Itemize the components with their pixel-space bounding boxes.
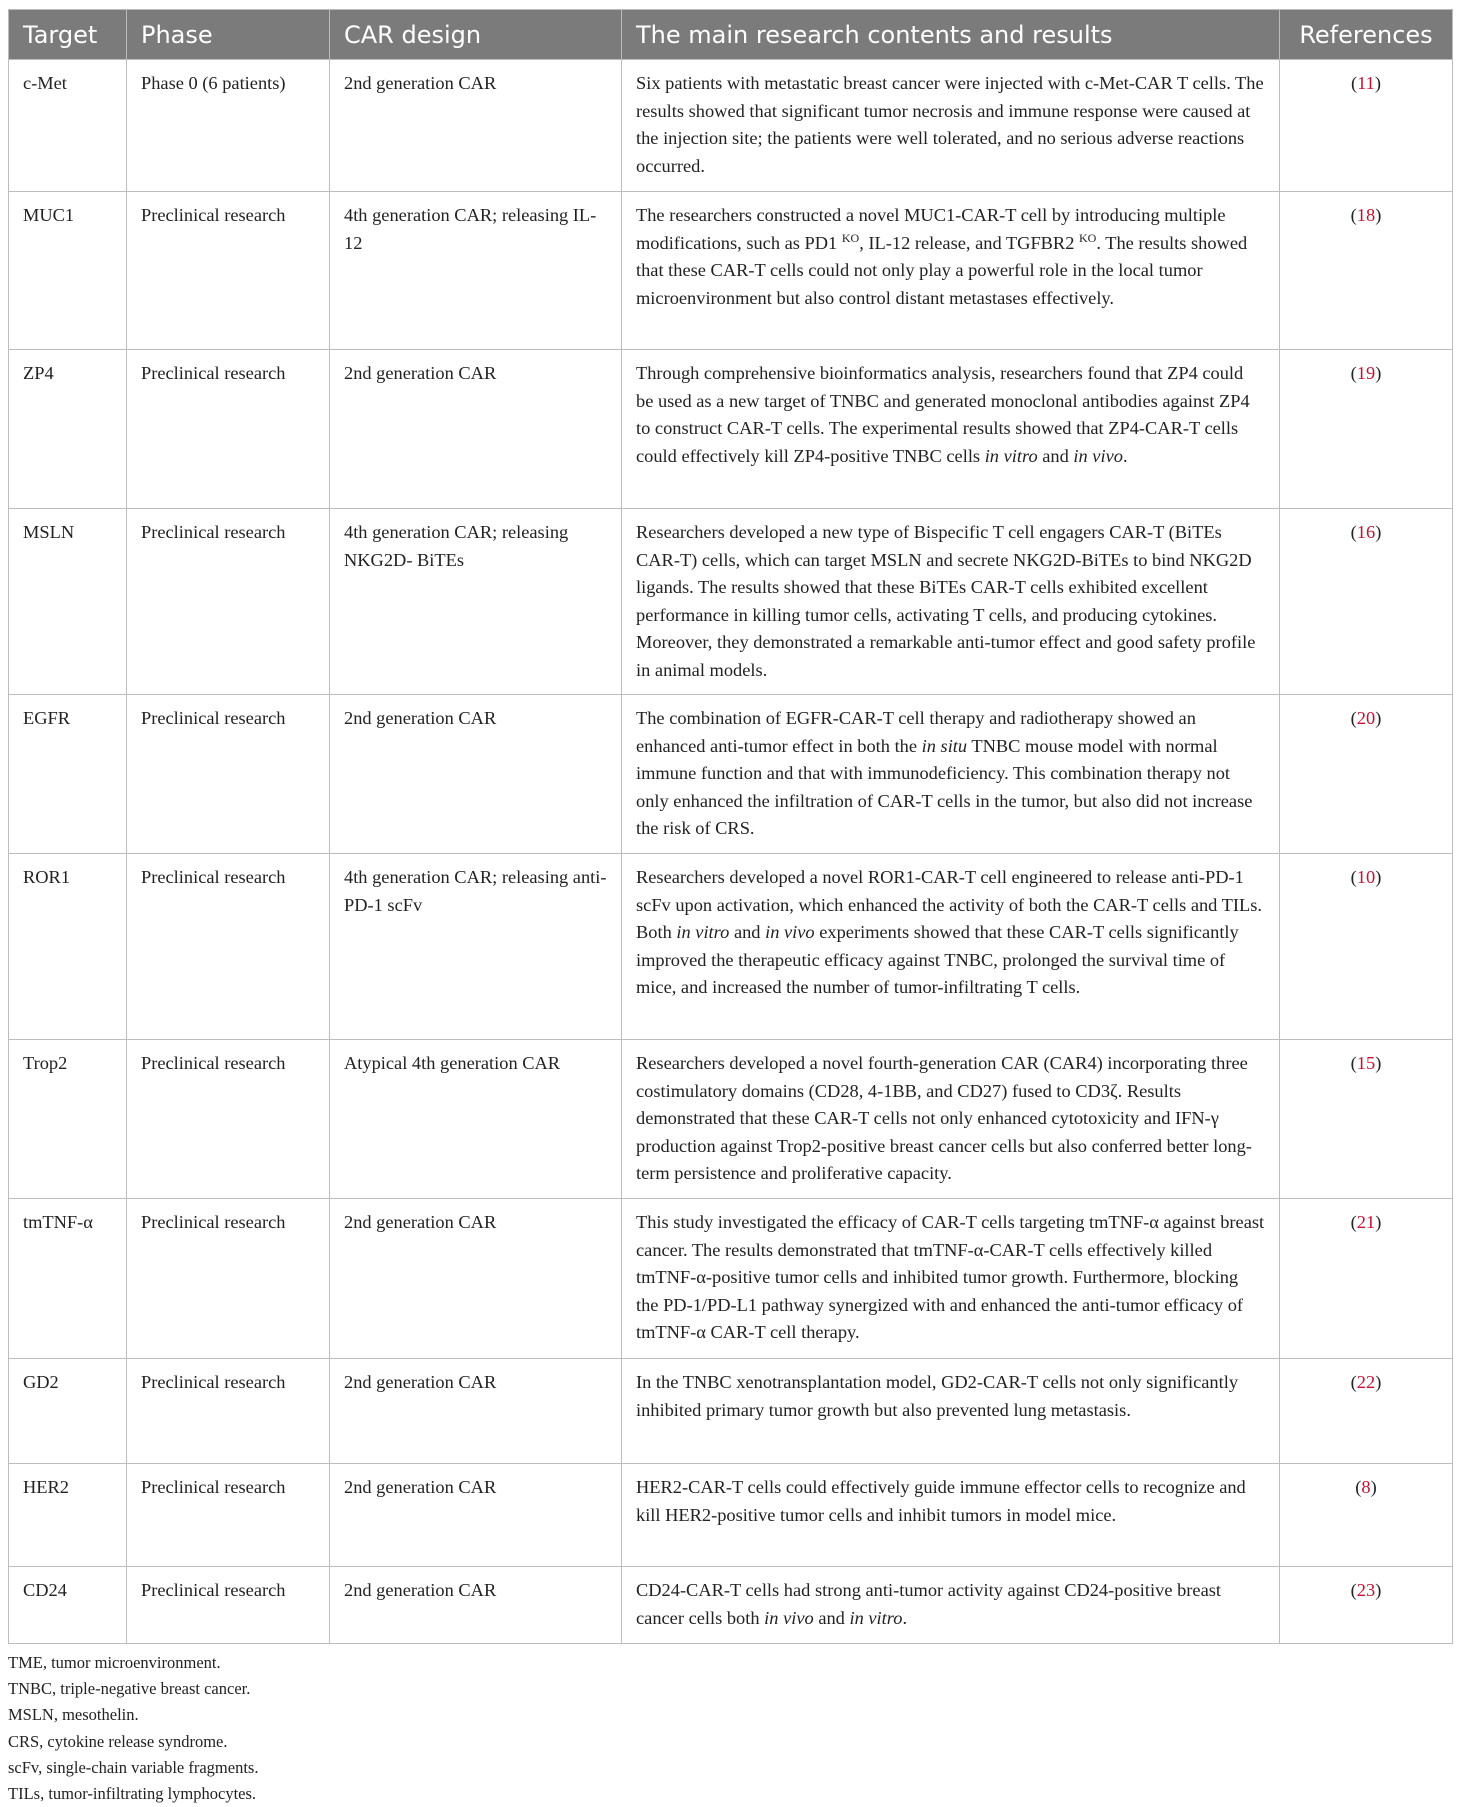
phase-cell: Preclinical research — [127, 1199, 330, 1359]
text-segment: , IL-12 release, and TGFBR2 — [859, 232, 1079, 253]
reference-cell: (16) — [1280, 509, 1453, 695]
text-segment: Researchers developed a new type of Bispecific T cell engagers CAR-T (BiTEs CAR-T) cells, which can target MSLN and secrete NKG2D-BiTEs to bind NKG2D ligands. The results showed that these BiTEs CAR-T cells exhibited excellent performance in killing tumor cells, activating T cells, and producing cytokines. Moreover, they demonstrated a remarkable anti-tumor effect and good safety profile in animal models. — [636, 522, 1256, 680]
reference-cell: (11) — [1280, 60, 1453, 192]
reference-cell: (15) — [1280, 1040, 1453, 1199]
car-design-cell: 2nd generation CAR — [330, 1359, 622, 1464]
phase-cell: Preclinical research — [127, 1464, 330, 1567]
table-header-row — [9, 10, 1453, 60]
target-cell: EGFR — [9, 695, 127, 854]
reference-cell: (10) — [1280, 854, 1453, 1040]
research-contents-cell — [622, 1199, 1280, 1359]
research-contents-cell — [622, 695, 1280, 854]
header-phase: Phase — [127, 10, 330, 60]
table-footnotes — [8, 1650, 258, 1807]
table-row — [9, 509, 1453, 695]
table-row — [9, 695, 1453, 854]
target-cell: c-Met — [9, 60, 127, 192]
header-references: References — [1280, 10, 1453, 60]
research-contents-cell — [622, 1567, 1280, 1644]
italic-text: in vitro — [984, 445, 1038, 466]
target-cell: ROR1 — [9, 854, 127, 1040]
target-cell: GD2 — [9, 1359, 127, 1464]
italic-text: in vivo — [765, 922, 815, 943]
text-segment: TNBC mouse model with normal immune function and that with immunodeficiency. This combination therapy not only enhanced the infiltration of CAR-T cells in the tumor, but also did not increase the risk of CRS. — [636, 735, 1253, 839]
car-design-cell: 4th generation CAR; releasing NKG2D- BiTEs — [330, 509, 622, 695]
phase-cell: Preclinical research — [127, 509, 330, 695]
text-segment: and — [1037, 445, 1074, 466]
text-segment: and — [729, 922, 766, 943]
reference-cell: (8) — [1280, 1464, 1453, 1567]
reference-link[interactable]: 22 — [1356, 1372, 1376, 1392]
reference-link[interactable]: 23 — [1356, 1580, 1376, 1600]
italic-text: in vitro — [676, 922, 730, 943]
phase-cell: Preclinical research — [127, 192, 330, 350]
phase-cell: Preclinical research — [127, 1040, 330, 1199]
research-contents-cell — [622, 509, 1280, 695]
footnote: scFv, single-chain variable fragments. — [8, 1757, 259, 1777]
reference-link[interactable]: 21 — [1356, 1212, 1376, 1232]
target-cell: MUC1 — [9, 192, 127, 350]
target-cell: tmTNF-α — [9, 1199, 127, 1359]
reference-link[interactable]: 18 — [1356, 205, 1376, 225]
text-segment: experiments showed that these CAR-T cells significantly improved the therapeutic efficacy against TNBC, prolonged the survival time of mice, and increased the number of tumor-infiltrating T cells. — [636, 922, 1239, 998]
table-row — [9, 192, 1453, 350]
superscript: KO — [841, 230, 860, 245]
target-cell: Trop2 — [9, 1040, 127, 1199]
research-contents-cell — [622, 192, 1280, 350]
text-segment: In the TNBC xenotransplantation model, GD2-CAR-T cells not only significantly inhibited primary tumor growth but also prevented lung metastasis. — [636, 1372, 1239, 1420]
table-row — [9, 60, 1453, 192]
italic-text: in vivo — [1073, 445, 1123, 466]
footnote: TNBC, triple-negative breast cancer. — [8, 1679, 251, 1699]
reference-link[interactable]: 10 — [1356, 867, 1376, 887]
footnote: MSLN, mesothelin. — [8, 1705, 139, 1725]
text-segment: . The results showed that these CAR-T cells could not only play a powerful role in the local tumor microenvironment but also control distant metastases effectively. — [636, 232, 1248, 308]
research-contents-cell — [622, 60, 1280, 192]
text-segment: The researchers constructed a novel MUC1-CAR-T cell by introducing multiple modifications, such as PD1 — [636, 205, 1226, 253]
reference-cell: (23) — [1280, 1567, 1453, 1644]
target-cell: CD24 — [9, 1567, 127, 1644]
text-segment: This study investigated the efficacy of CAR-T cells targeting tmTNF-α against breast cancer. The results demonstrated that tmTNF-α-CAR-T cells effectively killed tmTNF-α-positive tumor cells and inhibited tumor growth. Furthermore, blocking the PD-1/PD-L1 pathway synergized with and enhanced the anti-tumor efficacy of tmTNF-α CAR-T cell therapy. — [636, 1212, 1265, 1343]
text-segment: CD24-CAR-T cells had strong anti-tumor activity against CD24-positive breast cancer cells both — [636, 1580, 1221, 1628]
reference-link[interactable]: 16 — [1356, 522, 1376, 542]
research-contents-cell — [622, 1464, 1280, 1567]
car-design-cell: 2nd generation CAR — [330, 1199, 622, 1359]
text-segment: HER2-CAR-T cells could effectively guide immune effector cells to recognize and kill HER2-positive tumor cells and inhibit tumors in model mice. — [636, 1477, 1246, 1525]
table-row — [9, 1199, 1453, 1359]
text-segment: Six patients with metastatic breast cancer were injected with c-Met-CAR T cells. The results showed that significant tumor necrosis and immune response were caused at the injection site; the patients were well tolerated, and no serious adverse reactions occurred. — [636, 73, 1264, 176]
reference-cell: (20) — [1280, 695, 1453, 854]
research-contents-cell — [622, 1040, 1280, 1199]
phase-cell: Preclinical research — [127, 1359, 330, 1464]
car-design-cell: 2nd generation CAR — [330, 695, 622, 854]
italic-text: in vivo — [764, 1607, 814, 1628]
footnote: TILs, tumor-infiltrating lymphocytes. — [8, 1784, 257, 1804]
car-design-cell: 4th generation CAR; releasing anti-PD-1 scFv — [330, 854, 622, 1040]
car-design-cell: 2nd generation CAR — [330, 1567, 622, 1644]
reference-link[interactable]: 11 — [1357, 73, 1375, 93]
footnote: TME, tumor microenvironment. — [8, 1653, 221, 1672]
target-cell: HER2 — [9, 1464, 127, 1567]
header-car-design: CAR design — [330, 10, 622, 60]
reference-cell: (19) — [1280, 350, 1453, 509]
header-research-contents: The main research contents and results — [622, 10, 1280, 60]
text-segment: The combination of EGFR-CAR-T cell therapy and radiotherapy showed an enhanced anti-tumor effect in both the — [636, 708, 1196, 756]
table-row — [9, 1359, 1453, 1464]
car-design-cell: 2nd generation CAR — [330, 350, 622, 509]
reference-cell: (21) — [1280, 1199, 1453, 1359]
table-row — [9, 854, 1453, 1040]
reference-link[interactable]: 20 — [1356, 708, 1376, 728]
header-target: Target — [9, 10, 127, 60]
reference-cell: (22) — [1280, 1359, 1453, 1464]
table-row — [9, 350, 1453, 509]
text-segment: Through comprehensive bioinformatics analysis, researchers found that ZP4 could be used as a new target of TNBC and generated monoclonal antibodies against ZP4 to construct CAR-T cells. The experimental results showed that ZP4-CAR-T cells could effectively kill ZP4-positive TNBC cells — [636, 363, 1250, 466]
phase-cell: Preclinical research — [127, 695, 330, 854]
text-segment: and — [813, 1607, 850, 1628]
reference-cell: (18) — [1280, 192, 1453, 350]
reference-link[interactable]: 19 — [1356, 363, 1376, 383]
table-row — [9, 1567, 1453, 1644]
phase-cell: Preclinical research — [127, 350, 330, 509]
research-contents-cell — [622, 1359, 1280, 1464]
reference-link[interactable]: 8 — [1361, 1477, 1371, 1497]
phase-cell: Phase 0 (6 patients) — [127, 60, 330, 192]
text-segment: . — [902, 1607, 908, 1628]
text-segment: Researchers developed a novel ROR1-CAR-T cell engineered to release anti-PD-1 scFv upon activation, which enhanced the activity of both the CAR-T cells and TILs. Both — [636, 867, 1262, 943]
car-design-cell: 2nd generation CAR — [330, 1464, 622, 1567]
car-design-cell: 2nd generation CAR — [330, 60, 622, 192]
text-segment: Researchers developed a novel fourth-generation CAR (CAR4) incorporating three costimulatory domains (CD28, 4-1BB, and CD27) fused to CD3ζ. Results demonstrated that these CAR-T cells not only enhanced cytotoxicity and IFN-γ production against Trop2-positive breast cancer cells but also conferred better long-term persistence and proliferative capacity. — [636, 1053, 1252, 1184]
research-contents-cell — [622, 854, 1280, 1040]
table-row — [9, 1040, 1453, 1199]
target-cell: ZP4 — [9, 350, 127, 509]
footnote: CRS, cytokine release syndrome. — [8, 1731, 228, 1751]
car-design-cell: 4th generation CAR; releasing IL-12 — [330, 192, 622, 350]
research-contents-cell — [622, 350, 1280, 509]
target-cell: MSLN — [9, 509, 127, 695]
phase-cell: Preclinical research — [127, 854, 330, 1040]
italic-text: in situ — [921, 735, 968, 756]
table-row — [9, 1464, 1453, 1567]
car-t-targets-table — [8, 9, 1453, 1644]
reference-link[interactable]: 15 — [1356, 1053, 1376, 1073]
phase-cell: Preclinical research — [127, 1567, 330, 1644]
italic-text: in vitro — [849, 1607, 903, 1628]
text-segment: . — [1122, 445, 1128, 466]
car-design-cell: Atypical 4th generation CAR — [330, 1040, 622, 1199]
superscript: KO — [1079, 230, 1097, 245]
